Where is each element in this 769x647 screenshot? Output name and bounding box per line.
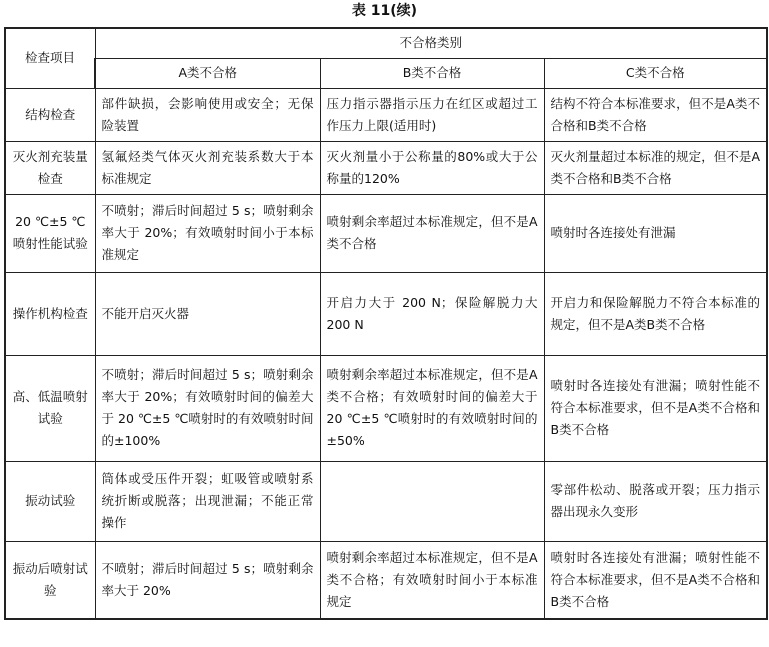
row-class-c: 喷射时各连接处有泄漏；喷射性能不符合本标准要求，但不是A类不合格和B类不合格: [544, 355, 767, 461]
row-item: 振动试验: [5, 461, 95, 541]
row-class-a: 氢氟烃类气体灭火剂充装系数大于本标准规定: [95, 141, 320, 194]
row-class-a: 不喷射；滞后时间超过 5 s；喷射剩余率大于 20%；有效喷射时间的偏差大于 20 ℃±5 ℃喷射时的有效喷射时间的±100%: [95, 355, 320, 461]
header-subrow: [5, 58, 767, 88]
row-class-a: 不喷射；滞后时间超过 5 s；喷射剩余率大于 20%；有效喷射时间小于本标准规定: [95, 194, 320, 272]
row-item: 20 ℃±5 ℃喷射性能试验: [5, 194, 95, 272]
row-item: 振动后喷射试验: [5, 541, 95, 619]
row-class-c: 灭火剂量超过本标准的规定，但不是A类不合格和B类不合格: [544, 141, 767, 194]
table-row: [5, 355, 767, 461]
header-group: 不合格类别: [95, 28, 767, 58]
row-class-a: 不喷射；滞后时间超过 5 s；喷射剩余率大于 20%: [95, 541, 320, 619]
row-class-c: 结构不符合本标准要求，但不是A类不合格和B类不合格: [544, 88, 767, 141]
row-class-a: 不能开启灭火器: [95, 272, 320, 355]
header-row: [5, 28, 767, 58]
row-class-b: 喷射剩余率超过本标准规定，但不是A类不合格；有效喷射时间小于本标准规定: [320, 541, 544, 619]
header-class-c: C类不合格: [544, 58, 767, 88]
row-class-a: 筒体或受压件开裂；虹吸管或喷射系统折断或脱落；出现泄漏；不能正常操作: [95, 461, 320, 541]
row-class-c: 零部件松动、脱落或开裂；压力指示器出现永久变形: [544, 461, 767, 541]
row-class-b: 喷射剩余率超过本标准规定，但不是A类不合格: [320, 194, 544, 272]
row-class-b: 灭火剂量小于公称量的80%或大于公称量的120%: [320, 141, 544, 194]
inspection-table: [4, 27, 768, 620]
row-item: 高、低温喷射试验: [5, 355, 95, 461]
row-class-b: 喷射剩余率超过本标准规定，但不是A类不合格；有效喷射时间的偏差大于 20 ℃±5 ℃喷射时的有效喷射时间的±50%: [320, 355, 544, 461]
row-class-b: [320, 461, 544, 541]
table-row: [5, 461, 767, 541]
table-row: [5, 141, 767, 194]
table-row: [5, 272, 767, 355]
header-class-b: B类不合格: [320, 58, 544, 88]
row-class-b: 压力指示器指示压力在红区或超过工作压力上限(适用时): [320, 88, 544, 141]
row-class-c: 喷射时各连接处有泄漏；喷射性能不符合本标准要求，但不是A类不合格和B类不合格: [544, 541, 767, 619]
row-item: 结构检查: [5, 88, 95, 141]
header-item: 检查项目: [5, 28, 95, 88]
row-class-b: 开启力大于 200 N；保险解脱力大 200 N: [320, 272, 544, 355]
table-row: [5, 194, 767, 272]
table-row: [5, 88, 767, 141]
row-item: 灭火剂充装量检查: [5, 141, 95, 194]
table-row: [5, 541, 767, 619]
table-caption: 表 11(续): [351, 3, 418, 19]
row-class-c: 喷射时各连接处有泄漏: [544, 194, 767, 272]
row-class-c: 开启力和保险解脱力不符合本标准的规定，但不是A类B类不合格: [544, 272, 767, 355]
row-item: 操作机构检查: [5, 272, 95, 355]
header-class-a: A类不合格: [95, 58, 320, 88]
row-class-a: 部件缺损，会影响使用或安全；无保险装置: [95, 88, 320, 141]
